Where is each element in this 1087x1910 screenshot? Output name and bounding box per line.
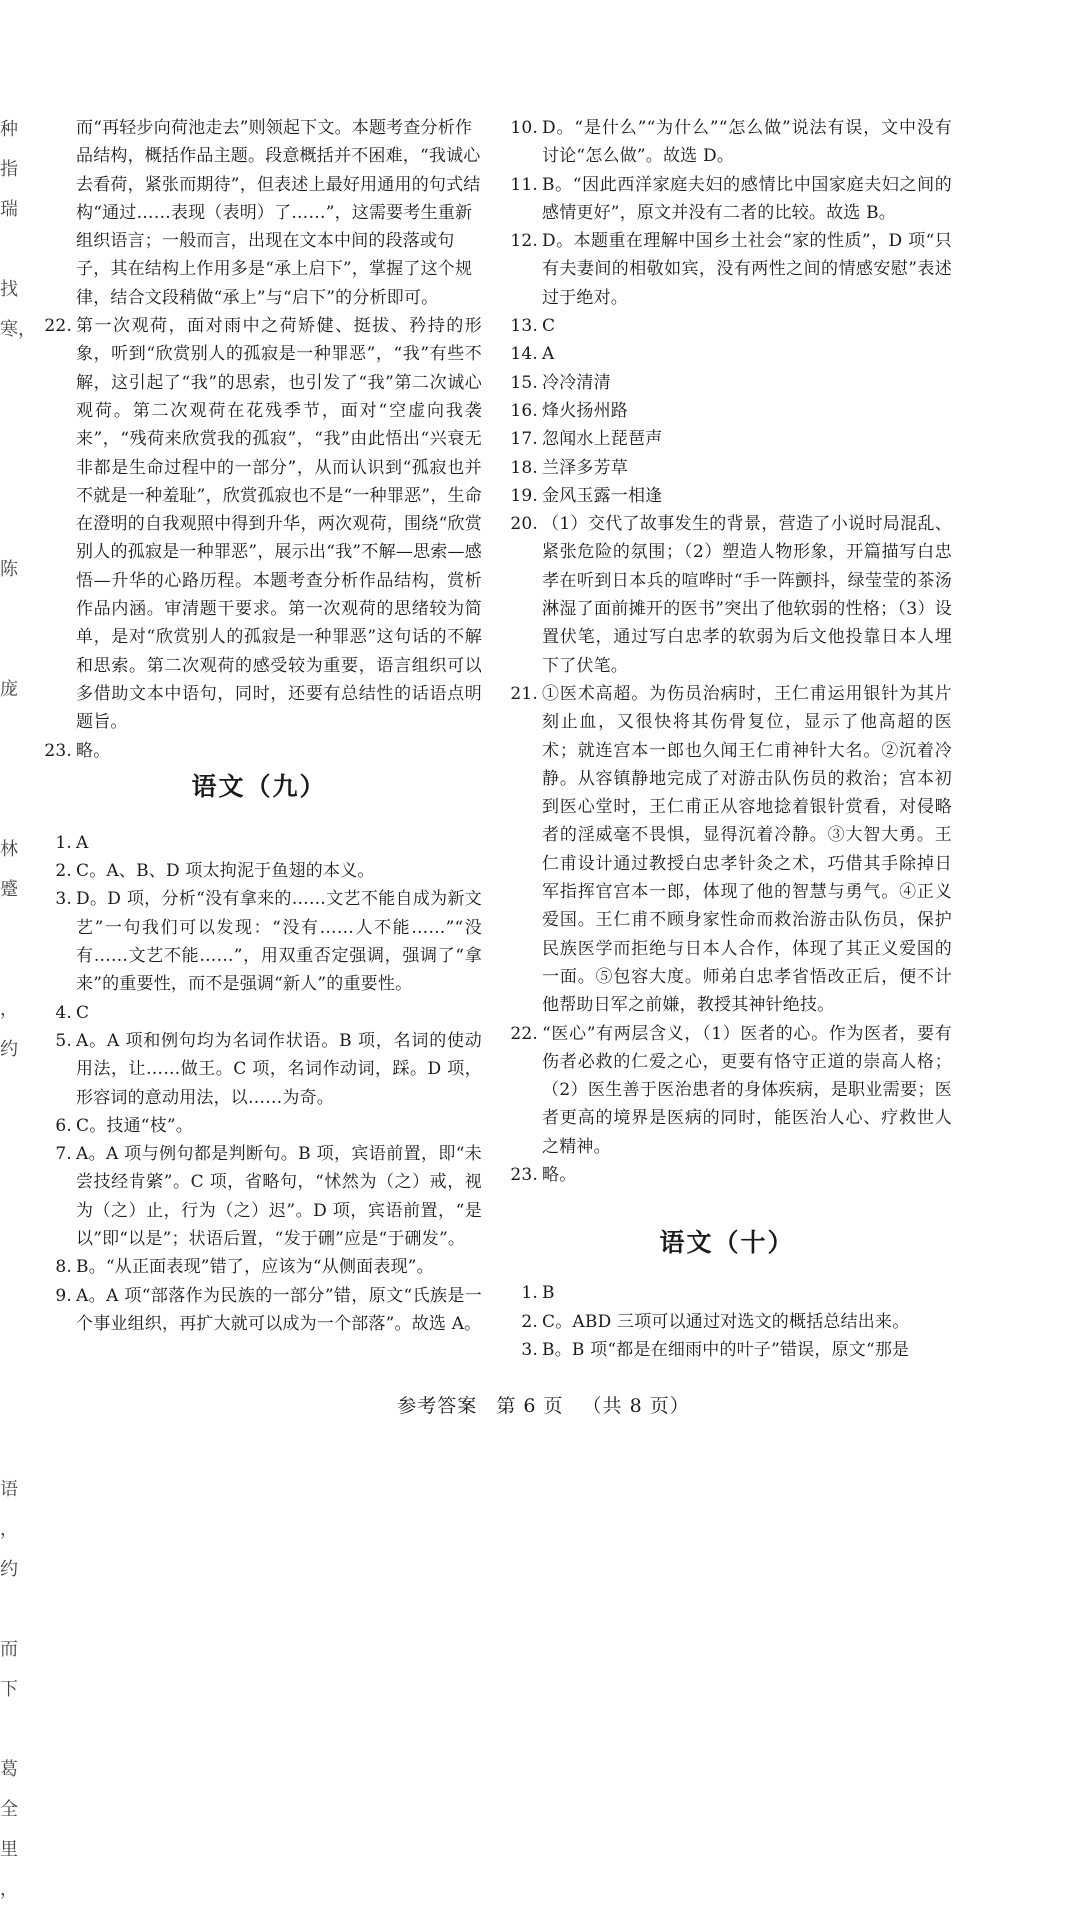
edge-char: 庞 [0,679,18,700]
answer-item [36,737,482,765]
answer-item [502,1161,952,1189]
answer-text: B。B 项“都是在细雨中的叶子”错误，原文“那是 [542,1339,910,1360]
edge-char: ， [0,1879,18,1900]
edge-char: 下 [0,1679,18,1700]
answer-item [36,885,482,998]
answer-text: 忽闻水上琵琶声 [542,429,663,450]
answer-text: C。技通“枝”。 [76,1115,193,1136]
edge-char [0,1710,18,1750]
answer-text: D。本题重在理解中国乡土社会“家的性质”，D 项“只有夫妻间的相敬如宾，没有两性之间的情感安慰”表述过于绝对。 [542,231,952,308]
answer-text: 兰泽多芳草 [542,457,628,478]
answer-item [502,397,952,425]
answer-number: 8. [55,1257,72,1278]
edge-char: 寒， [0,319,36,340]
edge-char [0,1350,18,1390]
answer-number: 13. [510,316,538,337]
edge-char [0,510,18,550]
answer-item [502,1279,952,1307]
answer-text: B [542,1283,555,1304]
answer-number: 12. [510,231,538,252]
answer-item [502,1308,952,1336]
edge-char: 找 [0,279,18,300]
answer-number: 15. [510,372,538,393]
answer-text: D。“是什么”“为什么”“怎么做”说法有误，文中没有讨论“怎么做”。故选 D。 [542,118,952,167]
answer-number: 18. [510,457,538,478]
answer-item [502,510,952,680]
answer-number: 10. [510,118,538,138]
edge-char [0,1590,18,1630]
edge-char [0,750,18,790]
left-items-after [36,829,482,1338]
answer-number: 22. [44,316,72,337]
footer-label: 参考答案 [397,1395,478,1417]
edge-char [0,1110,18,1150]
continuation-text: 而“再轻步向荷池走去”则领起下文。本题考查分析作品结构，概括作品主题。段意概括并不困难，“我诚心去看荷，紧张而期待”，但表述上最好用通用的句式结构“通过……表现（表明）了……”，这需要考生重新组织语言；一般而言，出现在文本中间的段落或句子，其在结构上作用多是“承上启下”，掌握了这个规律，结合文段稍做“承上”与“启下”的分析即可。 [76,118,481,308]
answer-text: 略。 [542,1164,577,1185]
answer-number: 1. [521,1283,538,1304]
page-footer [0,1391,1087,1418]
answer-number: 17. [510,429,538,450]
answer-item [36,1253,482,1281]
answer-item [36,1282,482,1339]
answer-number: 21. [510,683,538,704]
answer-number: 5. [55,1030,72,1051]
edge-char: 种 [0,119,18,140]
answer-item [502,171,952,228]
answer-text: A。A 项与例句都是判断句。B 项，宾语前置，即“未尝技经肯綮”。C 项，省略句，“怵然为（之）戒，视为（之）止，行为（之）迟”。D 项，宾语前置，“是以”即“以是”；状语后置，“发于硎”应是“于硎发”。 [76,1144,482,1249]
edge-char [0,790,18,830]
edge-char: 而 [0,1639,18,1660]
edge-char [0,230,18,270]
edge-char [0,1310,18,1350]
answer-item [502,312,952,340]
answer-text: B。“因此西洋家庭夫妇的感情比中国家庭夫妇之间的感情更好”，原文并没有二者的比较。故选 B。 [542,174,952,223]
adjacent-page-edge [0,110,36,1900]
answer-number: 19. [510,485,538,506]
answer-text: 冷冷清清 [542,372,611,393]
edge-char: 约 [0,1559,18,1580]
answer-number: 22. [510,1023,538,1044]
answer-text: A [76,832,89,853]
answer-item [502,340,952,368]
answer-item [502,680,952,1020]
answer-number: 9. [55,1285,72,1306]
answer-text: C [76,1002,90,1023]
answer-item [502,425,952,453]
section-title-10: 语文（十） [659,1228,795,1258]
answer-number: 4. [55,1002,72,1023]
answer-text: 金风玉露一相逢 [542,485,663,506]
edge-char: 全 [0,1799,18,1820]
edge-char [0,470,18,510]
right-items-after [502,1279,952,1364]
answer-item [36,1140,482,1253]
answer-item [502,1336,952,1364]
answer-number: 7. [55,1144,72,1165]
edge-char: 里 [0,1839,18,1860]
answer-item [36,999,482,1027]
answer-number: 3. [55,889,72,910]
answer-text: B。“从正面表现”错了，应该为“从侧面表现”。 [76,1257,434,1278]
answer-text: 第一次观荷，面对雨中之荷矫健、挺拔、矜持的形象，听到“欣赏别人的孤寂是一种罪恶”，“我”有些不解，这引起了“我”的思索，也引发了“我”第二次诚心观荷。第二次观荷在花残季节，面对“空虚向我袭来”，“残荷来欣赏我的孤寂”，“我”由此悟出“兴衰无非都是生命过程中的一部分”，从而认识到“孤寂也并不就是一种羞耻”，欣赏孤寂也不是“一种罪恶”，生命在澄明的自我观照中得到升华，两次观荷，围绕“欣赏别人的孤寂是一种罪恶”，展示出“我”不解—思索—感悟—升华的心路历程。本题考查分析作品结构，赏析作品内涵。审清题干要求。第一次观荷的思绪较为简单，是对“欣赏别人的孤寂是一种罪恶”这句话的不解和思索。第二次观荷的感受较为重要，语言组织可以多借助文本中语句，同时，还要有总结性的话语点明题旨。 [76,316,482,733]
answer-item [502,369,952,397]
edge-char: ， [0,1519,18,1540]
edge-char [0,1270,18,1310]
edge-char [0,910,18,950]
edge-char [0,1070,18,1110]
edge-char [0,1230,18,1270]
edge-char [0,1190,18,1230]
answer-number: 20. [510,514,538,535]
answer-item [36,312,482,736]
edge-char [0,430,18,470]
answer-text: A [542,344,555,365]
edge-char [0,1150,18,1190]
answer-number: 2. [521,1311,538,1332]
edge-char: 陈 [0,559,18,580]
edge-char: 蹙 [0,879,18,900]
edge-char: 瑞 [0,199,18,220]
answer-number: 23. [510,1164,538,1185]
edge-char [0,1430,18,1470]
answer-text: 略。 [76,740,111,761]
answer-text: D。D 项，分析“没有拿来的……文艺不能自成为新文艺”一句我们可以发现：“没有……人不能……”“没有……文艺不能……”，用双重否定强调，强调了“拿来”的重要性，而不是强调“新人”的重要性。 [76,889,482,995]
answer-text: （1）交代了故事发生的背景，营造了小说时局混乱、紧张危险的氛围；（2）塑造人物形象，开篇描写白忠孝在听到日本兵的喧哗时“手一阵颤抖，绿莹莹的茶汤淋湿了面前摊开的医书”突出了他软弱的性格；（3）设置伏笔，通过写白忠孝的软弱为后文他投靠日本人埋下了伏笔。 [542,514,952,676]
answer-number: 23. [44,740,72,761]
edge-char: 语 [0,1479,18,1500]
right-items-before [502,114,952,1189]
left-column [36,114,482,1338]
answer-item [502,227,952,312]
edge-char: 指 [0,159,18,180]
answer-text: C。ABD 三项可以通过对选文的概括总结出来。 [542,1311,910,1332]
edge-char [0,710,18,750]
answer-item [502,1020,952,1161]
footer-page-total: （共 8 页） [582,1395,690,1417]
answer-text: C。A、B、D 项太拘泥于鱼翅的本义。 [76,861,375,882]
answer-number: 3. [521,1339,538,1360]
answer-text: A。A 项和例句均为名词作状语。B 项，名词的使动用法，让……做王。C 项，名词作动词，踩。D 项，形容词的意动用法，以……为奇。 [76,1030,482,1108]
answer-item [502,114,952,171]
right-column [502,114,952,1364]
edge-char: 约 [0,1039,18,1060]
answer-item [36,857,482,885]
edge-char: 葛 [0,1759,18,1780]
answer-item [502,454,952,482]
edge-char: 林 [0,839,18,860]
edge-char [0,350,18,390]
answer-text: ①医术高超。为伤员治病时，王仁甫运用银针为其片刻止血，又很快将其伤骨复位，显示了他高超的医术；就连宫本一郎也久闻王仁甫神针大名。②沉着冷静。从容镇静地完成了对游击队伤员的救治；宫本初到医心堂时，王仁甫正从容地捻着银针赏看，对侵略者的淫威毫不畏惧，显得沉着冷静。③大智大勇。王仁甫设计通过教授白忠孝针灸之术，巧借其手除掉日军指挥官宫本一郎，体现了他的智慧与勇气。④正义爱国。王仁甫不顾身家性命而救治游击队伤员，保护民族医学而拒绝与日本人合作，体现了其正义爱国的一面。⑤包容大度。师弟白忠孝省悟改正后，便不计他帮助日军之前嫌，教授其神针绝技。 [542,683,952,1016]
footer-page-number: 第 6 页 [496,1395,564,1417]
answer-item [36,829,482,857]
edge-char [0,950,18,990]
answer-text: A。A 项“部落作为民族的一部分”错，原文“氏族是一个事业组织，再扩大就可以成为一个部落”。故选 A。 [76,1285,482,1334]
answer-item [36,1112,482,1140]
answer-text: C [542,316,556,337]
edge-char [0,630,18,670]
edge-char: ， [0,999,18,1020]
section-title-9: 语文（九） [191,771,327,801]
edge-char [0,390,18,430]
answer-number: 11. [510,174,538,195]
answer-number: 6. [55,1115,72,1136]
answer-text: 烽火扬州路 [542,400,628,421]
edge-char [0,590,18,630]
answer-number: 16. [510,400,538,421]
answer-item [502,482,952,510]
answer-number: 14. [510,344,538,365]
answer-number: 1. [55,832,72,853]
left-items-before [36,312,482,765]
answer-number: 2. [55,861,72,882]
answer-item [36,1027,482,1112]
answer-text: “医心”有两层含义，（1）医者的心。作为医者，要有伤者必救的仁爱之心，更要有恪守正道的崇高人格；（2）医生善于医治患者的身体疾病，是职业需要；医者更高的境界是医病的同时，能医治人心、疗救世人之精神。 [542,1023,952,1157]
